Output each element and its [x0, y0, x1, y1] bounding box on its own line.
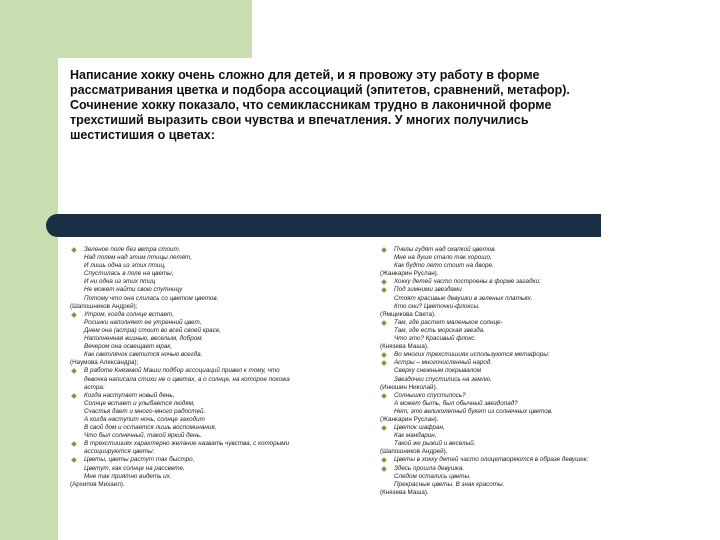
text-line	[380, 262, 630, 270]
line-text: Росинки наполняет ее утренний цвет,	[84, 318, 202, 326]
line-text: Там, где растет маленькое солнце-	[394, 318, 503, 326]
bullet-line	[70, 311, 375, 319]
text-line	[70, 408, 375, 416]
author-line	[70, 481, 375, 489]
text-line	[70, 343, 375, 351]
diamond-bullet-icon	[381, 458, 387, 464]
line-text: Наполненная жизнью, веселым, добром.	[84, 335, 204, 343]
line-text: А может быть, был обычный звездопад?	[394, 399, 518, 407]
line-text: (Жанкарин Руслан).	[380, 415, 439, 423]
line-text: В свой дом и остается лишь воспоминания,	[84, 424, 217, 432]
line-text: Цветы в хокку детей часто олицетворяются в образе девушек:	[394, 456, 589, 464]
bullet-line	[380, 246, 630, 254]
diamond-bullet-icon	[381, 247, 387, 253]
line-text: Солнышко спустилось?	[394, 391, 466, 399]
line-text: А когда наступит ночь, солнце заходит	[84, 415, 205, 423]
author-line	[380, 311, 630, 319]
line-text: Стоят красивые девушки в зеленых платьях.	[394, 294, 533, 302]
bullet-line	[70, 246, 375, 254]
bullet-line	[380, 456, 630, 464]
text-line	[70, 376, 375, 384]
line-text: В трехстишиях характерно желание назвать чувства, с которыми	[84, 440, 290, 448]
line-text: Там, где есть морская звезда.	[394, 326, 485, 334]
text-line	[380, 473, 630, 481]
text-line	[70, 384, 375, 392]
line-text: Следом остались цветы.	[394, 472, 471, 480]
bullet-line	[380, 286, 630, 294]
bullet-line	[70, 440, 375, 448]
line-text: Хокку детей часто построены в форме загадки:	[394, 278, 541, 286]
text-line	[70, 424, 375, 432]
line-text: (Шапошников Андрей).	[380, 448, 448, 456]
line-text: Цветок шафран,	[394, 424, 445, 432]
line-text: Сверху снежным покрывалом	[394, 367, 482, 375]
line-text: И лишь одна из этих птиц,	[84, 262, 166, 270]
line-text: Звездочки спустились на землю.	[394, 375, 492, 383]
author-line	[380, 343, 630, 351]
line-text: (Наумова Александра);	[70, 359, 139, 367]
line-text: Такой же рыжий и веселый.	[394, 440, 476, 448]
author-line	[380, 416, 630, 424]
diamond-bullet-icon	[71, 369, 77, 375]
text-line	[380, 254, 630, 262]
text-line	[70, 432, 375, 440]
line-text: Солнце встает и улыбается людям,	[84, 399, 195, 407]
line-text: Пчелы гудят над охапкой цветов.	[394, 246, 497, 253]
line-text: Зеленое поле без ветра стоит.	[84, 246, 181, 253]
divider-bar	[58, 214, 601, 237]
line-text: Что был солнечный, такой яркий день.	[84, 432, 202, 440]
text-line	[70, 295, 375, 303]
line-text: (Жанкарин Руслан).	[380, 270, 439, 278]
bullet-line	[380, 359, 630, 367]
text-line	[380, 408, 630, 416]
text-line	[380, 481, 630, 489]
line-text: Прекрасные цветы. В знак красоты.	[394, 480, 505, 488]
text-line	[70, 254, 375, 262]
diamond-bullet-icon	[381, 425, 387, 431]
right-text-column	[380, 246, 630, 497]
line-text: Над полем над этим птицы летят,	[84, 254, 192, 262]
line-text: Цветут, как солнце на рассвете,	[84, 464, 185, 472]
line-text: Кто они? Цветочки-флоксы.	[394, 302, 480, 310]
line-text: (Ямщикова Света).	[380, 310, 436, 318]
line-text: (Шапошников Андрей);	[70, 302, 138, 310]
text-line	[380, 295, 630, 303]
line-text: И ни одна из этих птиц	[84, 278, 156, 286]
text-line	[70, 327, 375, 335]
text-line	[70, 319, 375, 327]
line-text: Днем она (астра) стоит во всей своей красе,	[84, 326, 222, 334]
diamond-bullet-icon	[381, 320, 387, 326]
bullet-line	[380, 465, 630, 473]
line-text: Не может найти свою спутницу	[84, 286, 183, 294]
diamond-bullet-icon	[71, 393, 77, 399]
line-text: (Инюшин Николай).	[380, 383, 438, 391]
diamond-bullet-icon	[381, 352, 387, 358]
text-line	[70, 351, 375, 359]
diamond-bullet-icon	[381, 393, 387, 399]
text-line	[70, 416, 375, 424]
line-text: Цветы, цветы растут так быстро,	[84, 456, 195, 464]
line-text: (Князева Маша).	[380, 488, 429, 496]
bullet-line	[70, 367, 375, 375]
bullet-line	[70, 392, 375, 400]
bullet-line	[380, 319, 630, 327]
text-line	[70, 286, 375, 294]
line-text: Здесь прошла девушка.	[394, 464, 465, 472]
bullet-line	[380, 424, 630, 432]
line-text: девочка написала стихи не о цветах, а о солнце, на которое похожа	[84, 375, 290, 383]
line-text: астра:	[84, 383, 105, 391]
slide-title: Написание хокку очень сложно для детей, и я провожу эту работу в форме рассматривания цветка и подбора ассоциаций (эпитетов, сравнений, метафор). Сочинение хокку показало, что семиклассникам трудно в лаконичной форме трехстиший выразить свои чувства и впечатления. У многих получились шестистишия о цветах:	[70, 68, 570, 142]
diamond-bullet-icon	[381, 288, 387, 294]
line-text: В работе Князевой Маши подбор ассоциаций привел к тому, что	[84, 367, 280, 375]
text-line	[380, 303, 630, 311]
diamond-bullet-icon	[71, 441, 77, 447]
line-text: Когда наступает новый день,	[84, 391, 175, 399]
line-text: Мне так приятно видеть их.	[84, 472, 172, 480]
text-line	[70, 335, 375, 343]
line-text: Как мандарин,	[394, 432, 437, 440]
line-text: Вечером она освещает мрак,	[84, 343, 173, 351]
text-line	[380, 327, 630, 335]
line-text: Спустилась в поле на цветы,	[84, 270, 174, 278]
diamond-bullet-icon	[71, 458, 77, 464]
diamond-bullet-icon	[71, 312, 77, 318]
line-text: Нет, это великолепный букет из солнечных цветов.	[394, 407, 553, 415]
text-line	[380, 367, 630, 375]
line-text: Мне на душе стало так хорошо,	[394, 254, 492, 262]
author-line	[380, 489, 630, 497]
line-text: Утром, когда солнце встает,	[84, 310, 174, 318]
line-text: ассоциируются цветы:	[84, 448, 155, 456]
diamond-bullet-icon	[381, 280, 387, 286]
text-line	[70, 262, 375, 270]
line-text: Счастья дает и много-много радостей.	[84, 407, 206, 415]
text-line	[380, 400, 630, 408]
text-line	[380, 376, 630, 384]
line-text: Во многих трехстишиях используются метафоры:	[394, 351, 550, 359]
diamond-bullet-icon	[381, 360, 387, 366]
text-line	[70, 473, 375, 481]
line-text: (Архипов Михаил).	[70, 480, 125, 488]
text-line	[70, 465, 375, 473]
slide-content	[58, 58, 720, 540]
author-line	[70, 303, 375, 311]
line-text: Астры – многочисленный народ.	[394, 359, 493, 367]
bullet-line	[380, 392, 630, 400]
diamond-bullet-icon	[71, 247, 77, 253]
line-text: Как светлячок светится ночью всегда.	[84, 351, 203, 359]
left-text-column	[70, 246, 375, 489]
line-text: Что это? Красивый флокс.	[394, 335, 477, 343]
text-line	[380, 335, 630, 343]
line-text: Как будто лето стоит на дворе.	[394, 262, 494, 270]
bullet-line	[70, 456, 375, 464]
line-text: Потому что она слилась со цветом цветов.	[84, 294, 219, 302]
text-line	[70, 400, 375, 408]
line-text: Под зимними звездами	[394, 286, 462, 294]
author-line	[380, 384, 630, 392]
line-text: (Князева Маша).	[380, 343, 429, 351]
diamond-bullet-icon	[381, 466, 387, 472]
